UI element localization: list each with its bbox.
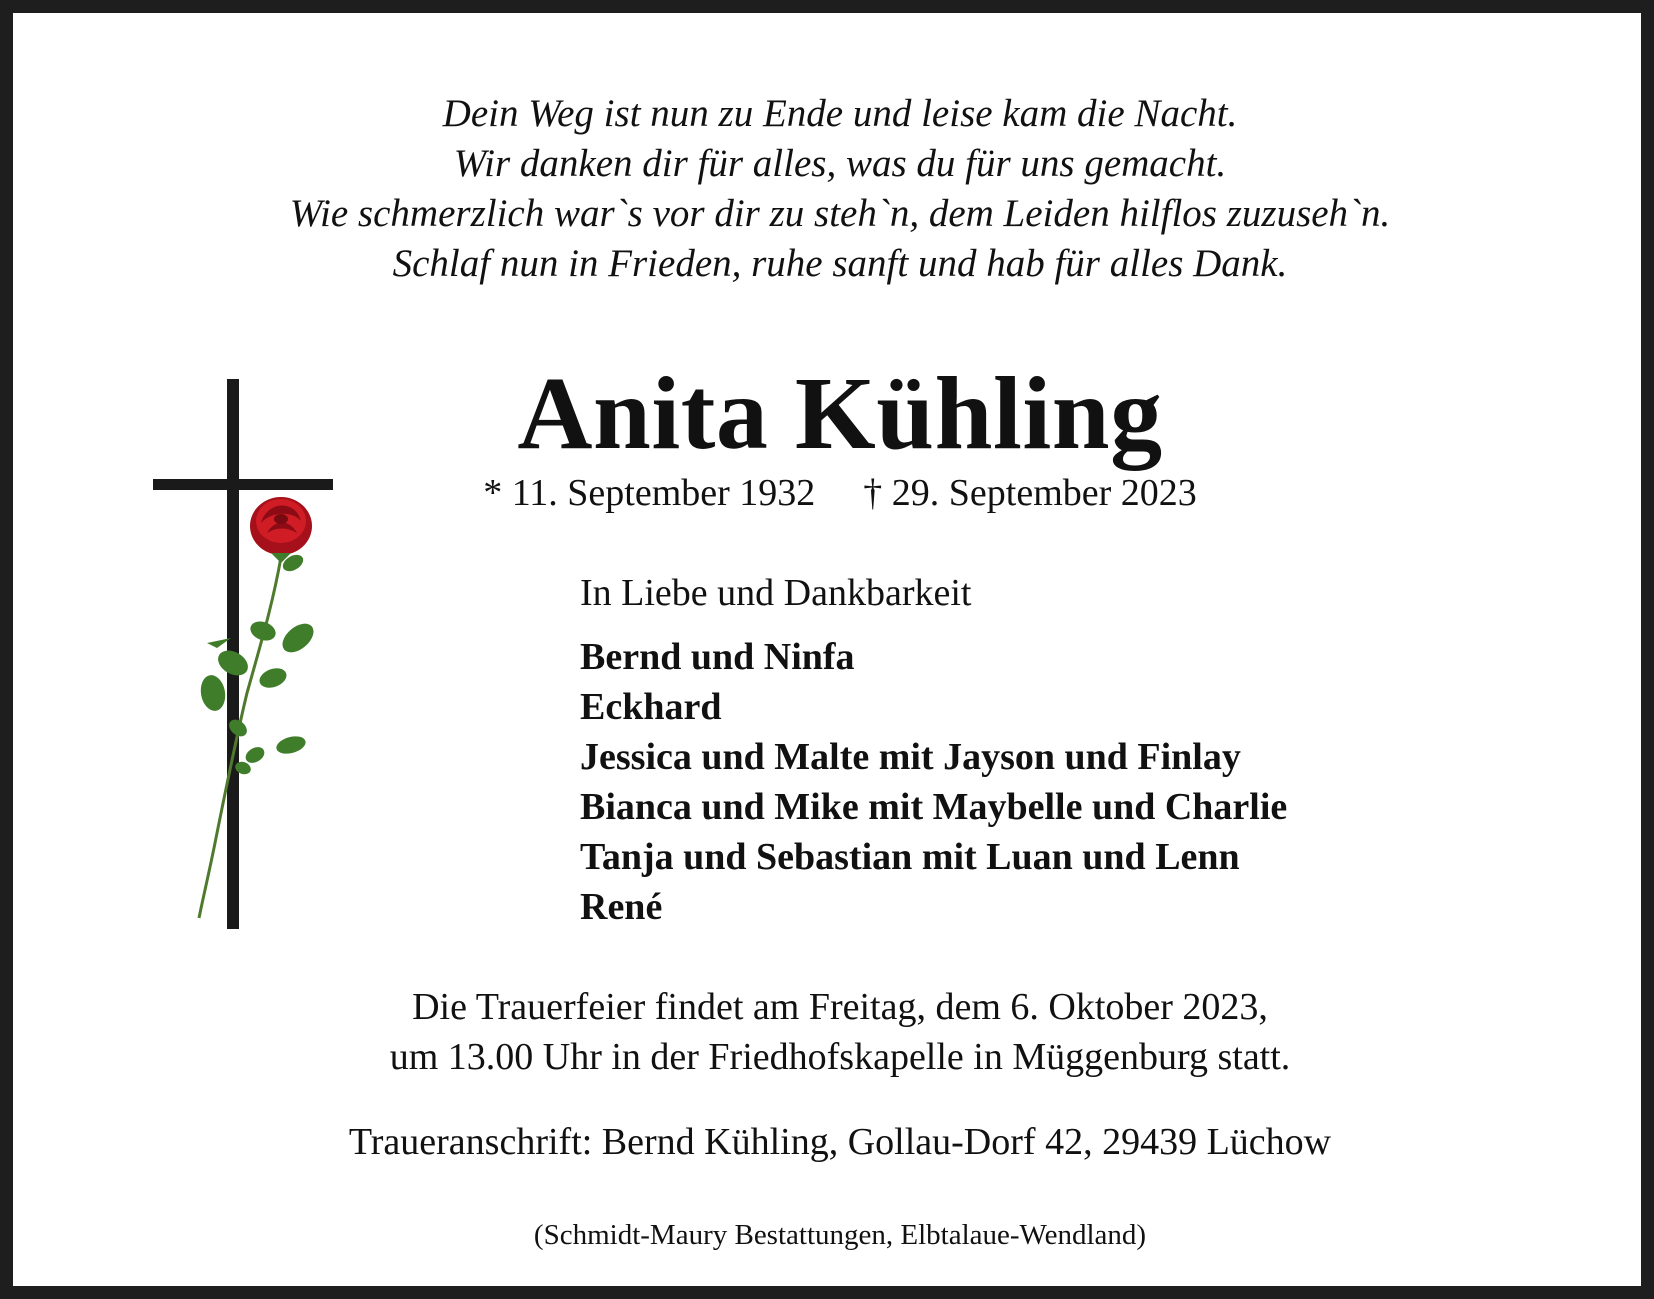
- ceremony-line: Die Trauerfeier findet am Freitag, dem 6. Oktober 2023,: [412, 986, 1268, 1028]
- rose-stem: [199, 557, 281, 918]
- poem-line: Wir danken dir für alles, was du für uns gemacht.: [453, 142, 1227, 185]
- family-member: René: [580, 886, 663, 928]
- death-date: † 29. September 2023: [863, 472, 1197, 514]
- life-dates: [13, 469, 1654, 517]
- undertaker-credit: (Schmidt-Maury Bestattungen, Elbtalaue-Wendland): [533, 1219, 1147, 1251]
- family-member: Jessica und Malte mit Jayson und Finlay: [580, 736, 1241, 778]
- poem: [13, 89, 1654, 289]
- deceased-name: Anita Kühling: [517, 356, 1163, 471]
- mourners-intro: In Liebe und Dankbarkeit: [580, 572, 972, 614]
- poem-line: Wie schmerzlich war`s vor dir zu steh`n, dem Leiden hilflos zuzuseh`n.: [289, 192, 1391, 235]
- birth-date: * 11. September 1932: [483, 472, 816, 514]
- family-list: [580, 632, 1400, 932]
- poem-line: Dein Weg ist nun zu Ende und leise kam die Nacht.: [442, 92, 1238, 135]
- rose-leaves: [198, 551, 319, 776]
- family-member: Bernd und Ninfa: [580, 636, 855, 678]
- family-member: Eckhard: [580, 686, 722, 728]
- mourners-block: [580, 568, 1400, 932]
- family-member: Bianca und Mike mit Maybelle und Charlie: [580, 786, 1288, 828]
- family-member: Tanja und Sebastian mit Luan und Lenn: [580, 836, 1240, 878]
- ceremony-line: um 13.00 Uhr in der Friedhofskapelle in Müggenburg statt.: [389, 1036, 1291, 1078]
- mourning-address: Traueranschrift: Bernd Kühling, Gollau-Dorf 42, 29439 Lüchow: [348, 1121, 1332, 1163]
- poem-line: Schlaf nun in Frieden, ruhe sanft und hab für alles Dank.: [392, 242, 1288, 285]
- ceremony-notice: [13, 982, 1654, 1082]
